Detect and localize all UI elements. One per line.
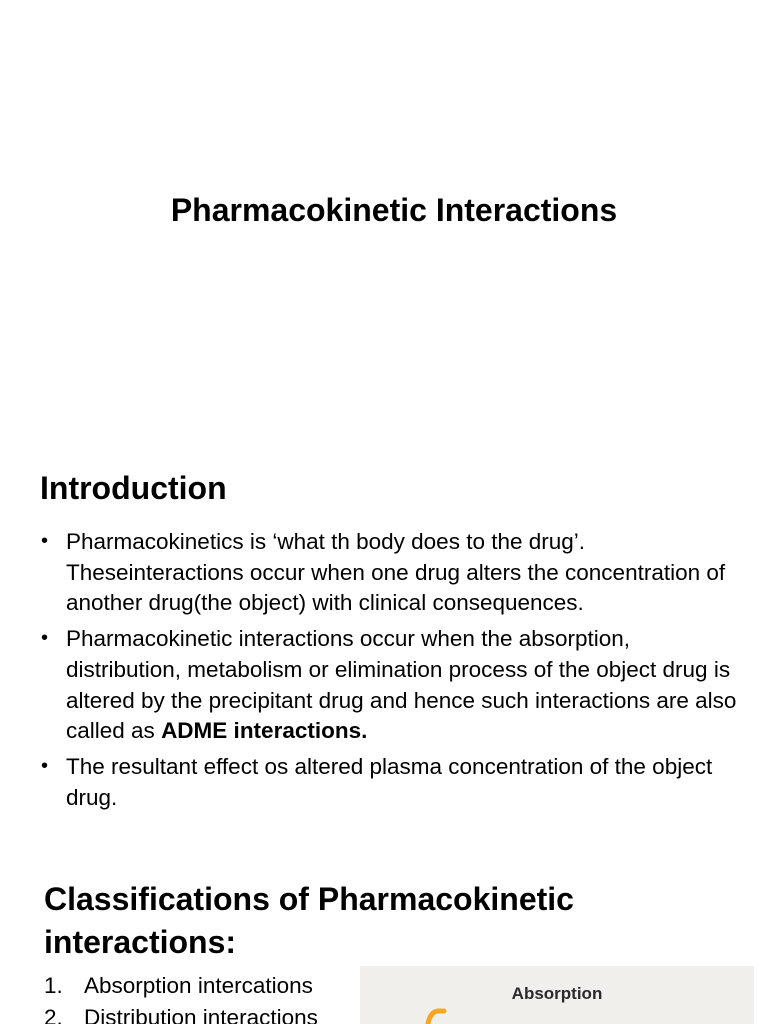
introduction-heading: Introduction (40, 470, 227, 506)
list-label: Absorption intercations (84, 973, 313, 998)
slide-title: Pharmacokinetic Interactions (170, 192, 618, 228)
classification-list (44, 970, 318, 1024)
bullet-text: The resultant effect os altered plasma concentration of the object drug. (66, 753, 713, 810)
bullet-bold-text: ADME interactions. (161, 718, 368, 744)
bullet-text: Pharmacokinetic interactions occur when the absorption, distribution, metabolism or elimination process of the object drug is altered by the precipitant drug and hence such interactions are also called as (66, 626, 737, 744)
introduction-bullet-list (40, 527, 740, 818)
classifications-heading: Classifications of Pharmacokinetic interactions: (44, 881, 574, 960)
bullet-text: Pharmacokinetics is ‘what th body does to the drug’. Theseinteractions occur when one drug alters the concentration of another drug(the object) with clinical consequences. (66, 529, 726, 616)
list-item (44, 970, 318, 1002)
list-number: 1. (44, 973, 63, 998)
figure-label: Absorption (511, 984, 603, 1003)
list-label: Distribution interactions (84, 1005, 318, 1024)
bullet-item (40, 752, 740, 813)
list-item (44, 1002, 318, 1024)
bullet-dot-icon: • (41, 754, 49, 777)
bullet-dot-icon: • (41, 627, 49, 650)
bullet-dot-icon: • (41, 530, 49, 552)
list-number: 2. (44, 1005, 63, 1024)
bullet-item (40, 624, 740, 747)
absorption-swoosh-icon (424, 1006, 464, 1024)
bullet-item (40, 527, 740, 619)
absorption-figure (360, 966, 754, 1024)
